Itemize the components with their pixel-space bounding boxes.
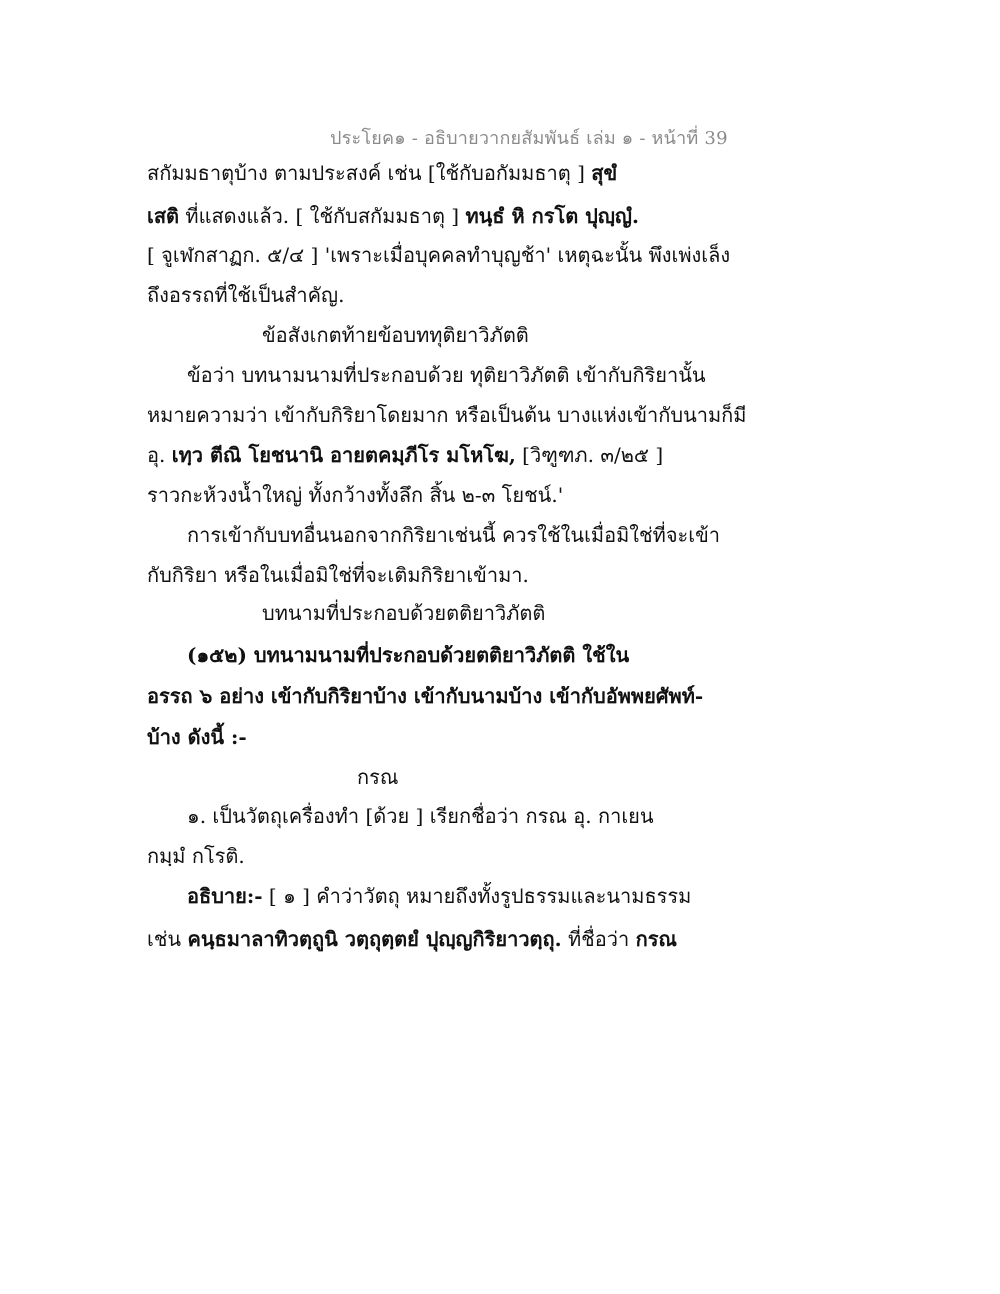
- text-line-17: [147, 926, 677, 952]
- text-line-13: บ้าง ดังนี้ :-: [147, 725, 247, 749]
- text-line-11: (๑๕๒) บทนามนามที่ประกอบด้วยตติยาวิภัตติ ใช้ใน: [187, 643, 630, 667]
- text-line-2-text: ที่แสดงแล้ว. [ ใช้กับสกัมมธาตุ ]: [179, 204, 466, 228]
- text-line-7: [147, 442, 663, 468]
- text-line-7-bold: เทฺว ตีณิ โยชนานิ อายตคมฺภีโร มโหโฆ,: [171, 443, 516, 467]
- section-heading-1: ข้อสังเกตท้ายข้อบททุติยาวิภัตติ: [262, 323, 529, 347]
- text-line-1-text: สกัมมธาตุบ้าง ตามประสงค์ เช่น [ใช้กับอกัมมธาตุ ]: [147, 161, 592, 185]
- text-line-3: [ จูเฬกสาฏก. ๕/๔ ] 'เพราะเมื่อบุคคลทำบุญช้า' เหตุฉะนั้น พึงเพ่งเล็ง: [147, 243, 731, 267]
- text-line-7-suffix: [วิฑูฑภ. ๓/๒๕ ]: [515, 443, 664, 467]
- text-line-2: [147, 203, 639, 229]
- text-line-17-middle: ที่ชื่อว่า: [561, 927, 636, 951]
- text-line-17-bold-1: คนฺธมาลาทิวตฺถูนิ วตฺถุตฺตยํ ปุญฺญกิริยาวตฺถุ.: [187, 927, 562, 951]
- text-line-8: ราวกะห้วงน้ำใหญ่ ทั้งกว้างทั้งลึก สิ้น ๒-๓ โยชน์.': [147, 483, 564, 507]
- text-line-1-bold: สุขํ: [591, 161, 618, 185]
- text-line-16-text: [ ๑ ] คำว่าวัตถุ หมายถึงทั้งรูปธรรมและนามธรรม: [262, 884, 692, 908]
- text-line-4: ถึงอรรถที่ใช้เป็นสำคัญ.: [147, 283, 345, 307]
- text-line-16: [187, 883, 691, 909]
- running-head: ประโยค๑ - อธิบายวากยสัมพันธ์ เล่ม ๑ - หน้าที่ 39: [330, 128, 728, 149]
- section-heading-2: บทนามที่ประกอบด้วยตติยาวิภัตติ: [262, 601, 546, 625]
- section-heading-3: กรณ: [357, 765, 399, 789]
- text-line-6: หมายความว่า เข้ากับกิริยาโดยมาก หรือเป็นต้น บางแห่งเข้ากับนามก็มี: [147, 403, 747, 427]
- text-line-17-bold-2: กรณ: [635, 927, 677, 951]
- text-line-2-bold-1: เสติ: [147, 204, 180, 228]
- text-line-1: [147, 160, 617, 186]
- text-line-17-prefix: เช่น: [147, 927, 188, 951]
- text-line-9: การเข้ากับบทอื่นนอกจากกิริยาเช่นนี้ ควรใช้ในเมื่อมิใช่ที่จะเข้า: [187, 523, 721, 547]
- text-line-2-bold-2: ทนฺธํ หิ กรโต ปุญฺญํ.: [465, 204, 639, 228]
- text-line-16-bold: อธิบาย:-: [187, 884, 263, 908]
- text-line-15: กมฺมํ กโรติ.: [147, 844, 245, 868]
- text-line-7-prefix: อุ.: [147, 443, 172, 467]
- text-line-5: ข้อว่า บทนามนามที่ประกอบด้วย ทุติยาวิภัตติ เข้ากับกิริยานั้น: [187, 363, 706, 387]
- text-line-10: กับกิริยา หรือในเมื่อมิใช่ที่จะเติมกิริยาเข้ามา.: [147, 563, 529, 587]
- text-line-14: ๑. เป็นวัตถุเครื่องทำ [ด้วย ] เรียกชื่อว่า กรณ อุ. กาเยน: [187, 804, 654, 828]
- text-line-12: อรรถ ๖ อย่าง เข้ากับกิริยาบ้าง เข้ากับนามบ้าง เข้ากับอัพพยศัพท์-: [147, 684, 704, 708]
